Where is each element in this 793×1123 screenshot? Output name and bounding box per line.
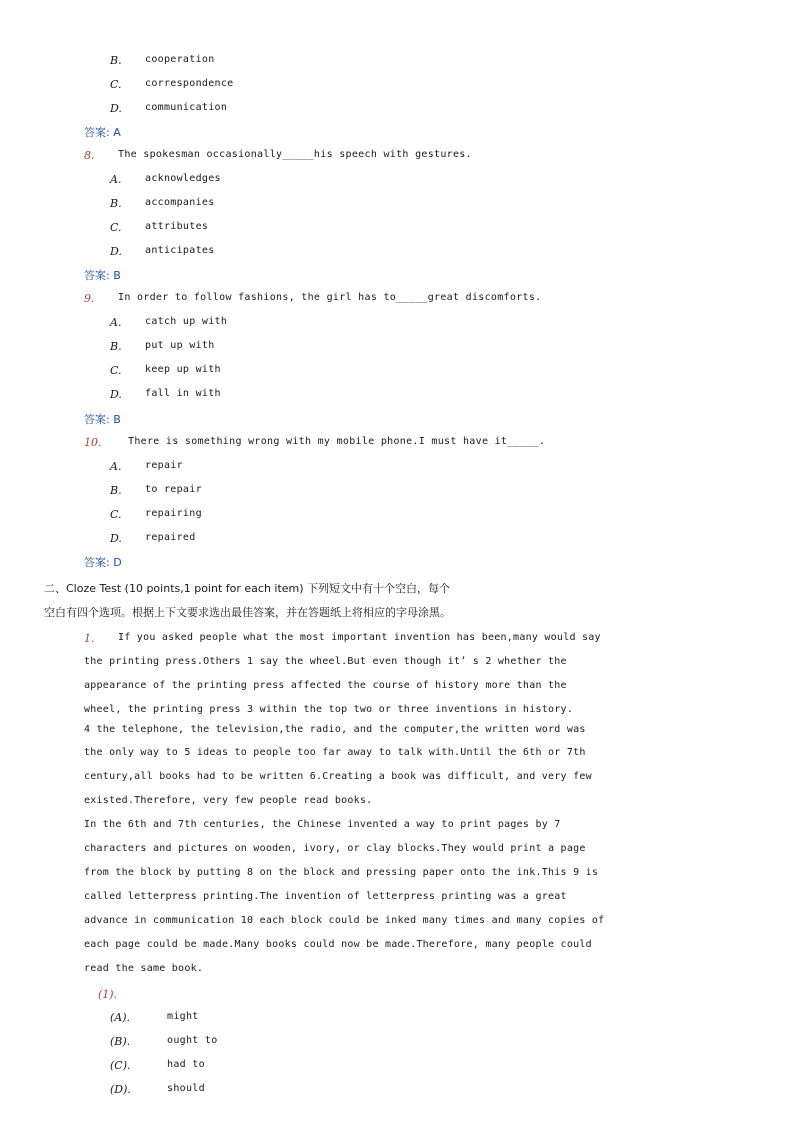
question-text: The spokesman occasionally_____his speech with gestures.: [118, 149, 472, 160]
option-text: keep up with: [145, 364, 221, 375]
section-instructions-line-2: 空白有四个选项。根据上下文要求选出最佳答案，并在答题纸上将相应的字母涂黑。: [44, 606, 451, 619]
passage-line: existed.Therefore, very few people read books.: [84, 795, 373, 806]
question-number: 8.: [84, 149, 95, 162]
answer-label: 答案: B: [84, 413, 121, 426]
option-text: communication: [145, 102, 228, 113]
passage-number: 1.: [84, 632, 95, 645]
passage-line: called letterpress printing.The invention of letterpress printing was a great: [84, 891, 567, 902]
option-letter: C.: [110, 364, 122, 377]
passage-line: appearance of the printing press affected the course of history more than the: [84, 680, 567, 691]
option-letter: C.: [110, 221, 122, 234]
option-letter: B.: [110, 197, 122, 210]
answer-label: 答案: B: [84, 269, 121, 282]
option-letter: A.: [110, 316, 122, 329]
answer-label: 答案: A: [84, 126, 121, 139]
passage-line: characters and pictures on wooden, ivory, or clay blocks.They would print a page: [84, 843, 586, 854]
option-letter: A.: [110, 173, 122, 186]
option-text: might: [167, 1011, 199, 1022]
option-text: catch up with: [145, 316, 228, 327]
option-text: anticipates: [145, 245, 215, 256]
option-text: repairing: [145, 508, 202, 519]
option-letter: B.: [110, 340, 122, 353]
option-letter: D.: [110, 532, 122, 545]
option-text: repair: [145, 460, 183, 471]
passage-line: advance in communication 10 each block could be inked many times and many copies of: [84, 915, 605, 926]
option-text: ought to: [167, 1035, 218, 1046]
option-text: correspondence: [145, 78, 234, 89]
passage-line: In the 6th and 7th centuries, the Chinese invented a way to print pages by 7: [84, 819, 561, 830]
passage-line: each page could be made.Many books could now be made.Therefore, many people could: [84, 939, 592, 950]
option-text: repaired: [145, 532, 196, 543]
option-text: accompanies: [145, 197, 215, 208]
passage-line: 4 the telephone, the television,the radio, and the computer,the written word was: [84, 724, 586, 735]
option-letter: B.: [110, 54, 122, 67]
option-text: acknowledges: [145, 173, 221, 184]
question-text: In order to follow fashions, the girl has to_____great discomforts.: [118, 292, 542, 303]
option-letter: C.: [110, 78, 122, 91]
option-text: should: [167, 1083, 205, 1094]
option-text: to repair: [145, 484, 202, 495]
option-text: fall in with: [145, 388, 221, 399]
question-number: 10.: [84, 436, 102, 449]
passage-line: read the same book.: [84, 963, 204, 974]
passage-line: wheel, the printing press 3 within the top two or three inventions in history.: [84, 704, 574, 715]
question-number: 9.: [84, 292, 95, 305]
sub-question-number: (1).: [98, 988, 118, 1001]
option-letter: (D).: [110, 1083, 131, 1096]
answer-label: 答案: D: [84, 556, 122, 569]
passage-line: century,all books had to be written 6.Creating a book was difficult, and very few: [84, 771, 592, 782]
option-letter: (A).: [110, 1011, 131, 1024]
option-letter: B.: [110, 484, 122, 497]
question-text: There is something wrong with my mobile phone.I must have it_____.: [128, 436, 546, 447]
option-letter: D.: [110, 245, 122, 258]
passage-line: the only way to 5 ideas to people too far away to talk with.Until the 6th or 7th: [84, 747, 586, 758]
option-letter: A.: [110, 460, 122, 473]
passage-line: from the block by putting 8 on the block and pressing paper onto the ink.This 9 is: [84, 867, 599, 878]
option-letter: (C).: [110, 1059, 131, 1072]
option-text: put up with: [145, 340, 215, 351]
option-letter: D.: [110, 388, 122, 401]
passage-line: the printing press.Others 1 say the wheel.But even though it’ s 2 whether the: [84, 656, 567, 667]
section-instructions-line-1: 二、Cloze Test (10 points,1 point for each item) 下列短文中有十个空白，每个: [44, 582, 451, 595]
option-letter: (B).: [110, 1035, 131, 1048]
option-text: attributes: [145, 221, 209, 232]
option-letter: D.: [110, 102, 122, 115]
option-text: had to: [167, 1059, 205, 1070]
option-letter: C.: [110, 508, 122, 521]
option-text: cooperation: [145, 54, 215, 65]
passage-line: If you asked people what the most important invention has been,many would say: [118, 632, 601, 643]
